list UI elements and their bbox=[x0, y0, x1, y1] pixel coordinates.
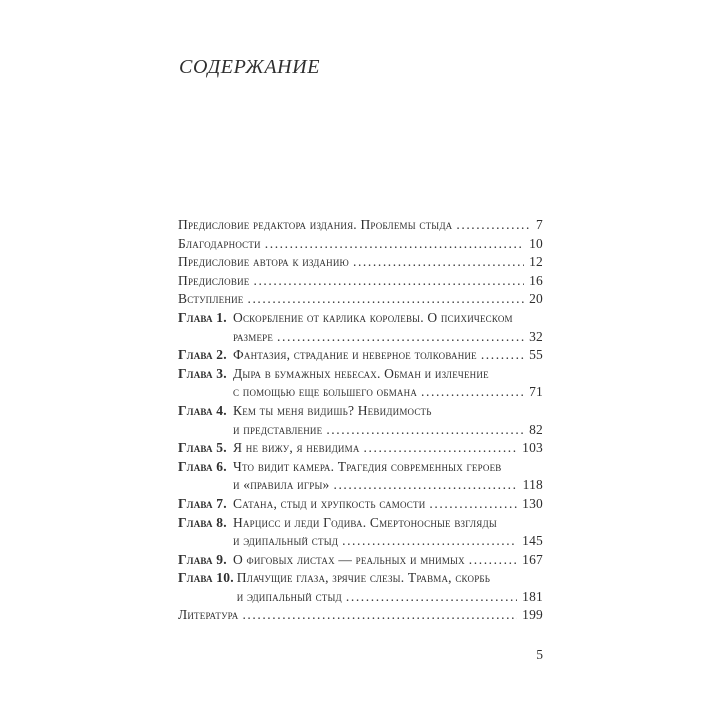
toc-entry-content bbox=[178, 606, 543, 625]
entry-title-line: с помощью еще большего обмана bbox=[233, 384, 418, 400]
entry-page-number: 199 bbox=[522, 607, 543, 623]
dot-leader bbox=[253, 272, 524, 291]
toc-entry-content bbox=[237, 569, 543, 606]
dot-leader bbox=[342, 532, 517, 551]
chapter-label: Глава 10. bbox=[178, 570, 234, 586]
dot-leader bbox=[333, 476, 517, 495]
toc-entry-content bbox=[233, 402, 543, 439]
entry-title-line: Сатана, стыд и хрупкость самости bbox=[233, 495, 426, 511]
entry-title-line: Вступление bbox=[178, 291, 244, 307]
dot-leader bbox=[364, 439, 518, 458]
dot-leader bbox=[469, 551, 517, 570]
entry-page-number: 167 bbox=[522, 551, 543, 567]
entry-title-line: и эдипальный стыд bbox=[233, 533, 339, 549]
toc-entry bbox=[178, 495, 543, 514]
entry-title-line: и эдипальный стыд bbox=[236, 588, 342, 604]
chapter-label: Глава 2. bbox=[178, 347, 227, 363]
toc-entry-content bbox=[233, 439, 543, 458]
toc-entry-content bbox=[178, 216, 543, 235]
entry-page-number: 130 bbox=[522, 495, 543, 511]
toc-entry bbox=[178, 551, 543, 570]
entry-title-line: Что видит камера. Трагедия современных героев bbox=[233, 458, 502, 474]
entry-title-line: Плачущие глаза, зрячие слезы. Травма, скорбь bbox=[236, 570, 491, 586]
dot-leader bbox=[242, 606, 517, 625]
entry-page-number: 16 bbox=[529, 272, 543, 288]
entry-page-number: 7 bbox=[536, 217, 543, 232]
entry-title-line: Предисловие редактора издания. Проблемы стыда bbox=[178, 217, 453, 232]
toc-entry bbox=[178, 235, 543, 254]
chapter-label: Глава 6. bbox=[178, 458, 227, 474]
entry-page-number: 103 bbox=[522, 440, 543, 456]
folio-page-number: 5 bbox=[536, 647, 543, 662]
entry-title-line: Кем ты меня видишь? Невидимость bbox=[233, 402, 432, 418]
table-of-contents bbox=[178, 216, 543, 625]
toc-entry-content bbox=[233, 514, 543, 551]
entry-page-number: 82 bbox=[529, 421, 543, 437]
entry-title-line: Литература bbox=[178, 607, 239, 623]
toc-entry-content bbox=[178, 272, 543, 291]
dot-leader bbox=[346, 588, 517, 607]
toc-entry-content bbox=[233, 346, 543, 365]
entry-page-number: 10 bbox=[529, 235, 543, 251]
entry-title-line: Фантазия, страдание и неверное толкование bbox=[233, 347, 477, 363]
dot-leader bbox=[456, 216, 531, 235]
entry-page-number: 55 bbox=[529, 347, 543, 363]
chapter-label: Глава 7. bbox=[178, 495, 227, 511]
dot-leader bbox=[277, 328, 524, 347]
entry-page-number: 181 bbox=[522, 588, 543, 604]
entry-title-line: и «правила игры» bbox=[233, 477, 330, 493]
entry-title-line: Я не вижу, я невидима bbox=[233, 440, 360, 456]
toc-entry bbox=[178, 346, 543, 365]
dot-leader bbox=[353, 253, 524, 272]
toc-entry bbox=[178, 439, 543, 458]
dot-leader bbox=[429, 495, 517, 514]
entry-title-line: и представление bbox=[233, 421, 323, 437]
dot-leader bbox=[326, 421, 524, 440]
toc-entry-content bbox=[178, 290, 543, 309]
entry-title-line: Благодарности bbox=[178, 235, 261, 251]
entry-title-line: Нарцисс и леди Годива. Смертоносные взгляды bbox=[233, 514, 497, 530]
chapter-label: Глава 3. bbox=[178, 365, 227, 381]
chapter-label: Глава 8. bbox=[178, 514, 227, 530]
entry-page-number: 118 bbox=[522, 477, 543, 493]
chapter-label: Глава 4. bbox=[178, 402, 227, 418]
toc-entry-content bbox=[178, 235, 543, 254]
toc-entry bbox=[178, 569, 543, 606]
toc-entry-content bbox=[233, 458, 543, 495]
entry-title-line: О фиговых листах — реальных и мнимых bbox=[233, 551, 465, 567]
toc-entry bbox=[178, 216, 543, 235]
toc-entry bbox=[178, 309, 543, 346]
chapter-label: Глава 5. bbox=[178, 440, 227, 456]
toc-entry bbox=[178, 290, 543, 309]
entry-page-number: 12 bbox=[529, 254, 543, 270]
entry-page-number: 32 bbox=[529, 328, 543, 344]
entry-title-line: Предисловие автора к изданию bbox=[178, 254, 349, 270]
toc-entry-content bbox=[233, 309, 543, 346]
dot-leader bbox=[247, 290, 524, 309]
toc-entry bbox=[178, 365, 543, 402]
entry-page-number: 20 bbox=[529, 291, 543, 307]
dot-leader bbox=[421, 383, 524, 402]
toc-entry-content bbox=[233, 365, 543, 402]
toc-entry-content bbox=[233, 551, 543, 570]
toc-entry-content bbox=[233, 495, 543, 514]
entry-title-line: Дыра в бумажных небесах. Обман и излечение bbox=[233, 365, 489, 381]
entry-title-line: размере bbox=[233, 328, 274, 344]
chapter-label: Глава 1. bbox=[178, 309, 227, 325]
dot-leader bbox=[481, 346, 524, 365]
entry-title-line: Оскорбление от карлика королевы. О психическом bbox=[233, 309, 513, 325]
toc-entry bbox=[178, 402, 543, 439]
entry-page-number: 145 bbox=[522, 533, 543, 549]
toc-entry bbox=[178, 606, 543, 625]
entry-title-line: Предисловие bbox=[178, 272, 250, 288]
toc-entry bbox=[178, 253, 543, 272]
toc-entry bbox=[178, 458, 543, 495]
toc-entry-content bbox=[178, 253, 543, 272]
toc-entry bbox=[178, 514, 543, 551]
toc-entry bbox=[178, 272, 543, 291]
chapter-label: Глава 9. bbox=[178, 551, 227, 567]
entry-page-number: 71 bbox=[529, 384, 543, 400]
page-title: СОДЕРЖАНИЕ bbox=[179, 56, 321, 78]
dot-leader bbox=[265, 235, 524, 254]
